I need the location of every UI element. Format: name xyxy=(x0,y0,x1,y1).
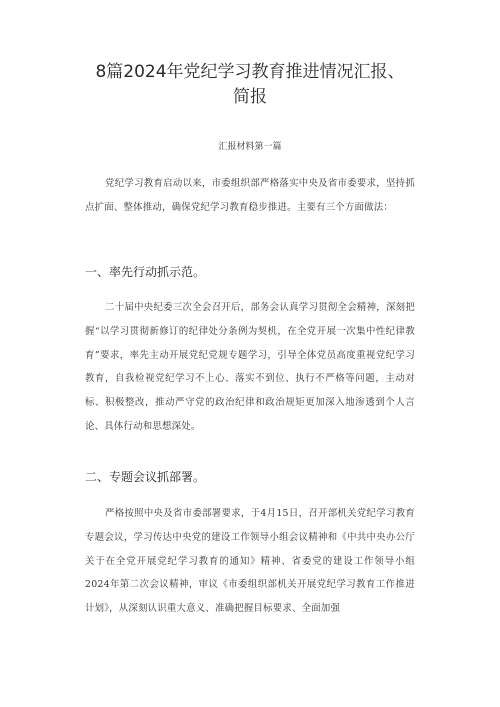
section-paragraph-1: 二十届中央纪委三次全会召开后，部务会认真学习贯彻全会精神，深刻把握“以学习贯彻新修订的纪律处分条例为契机，在全党开展一次集中性纪律教育”要求，率先主动开展党纪党规专题学习，引导全体党员高度重视党纪学习教育，自我检视党纪学习不上心、落实不到位、执行不严格等问题，主动对标、积极整改，推动严守党的政治纪律和政治规矩更加深入地渗透到个人言论、具体行动和思想深处。 xyxy=(85,302,415,432)
title-line-2: 简报 xyxy=(233,87,267,107)
intro-paragraph: 党纪学习教育启动以来，市委组织部严格落实中央及省市委要求，坚持抓点扩面、整体推动，确保党纪学习教育稳步推进。主要有三个方面做法： xyxy=(85,178,415,213)
document-subtitle: 汇报材料第一篇 xyxy=(218,142,282,152)
title-line-1: 8篇2024年党纪学习教育推进情况汇报、 xyxy=(95,62,405,82)
document-title xyxy=(60,60,440,110)
section-heading-1: 一、率先行动抓示范。 xyxy=(85,265,206,279)
section-heading-2: 二、专题会议抓部署。 xyxy=(85,470,206,484)
section-paragraph-2: 严格按照中央及省市委部署要求，于4月15日，召开部机关党纪学习教育专题会议，学习传达中央党的建设工作领导小组会议精神和《中共中央办公厅关于在全党开展党纪学习教育的通知》精神、省委党的建设工作领导小组2024年第二次会议精神，审议《市委组织部机关开展党纪学习教育工作推进计划》，从深刻认识重大意义、准确把握目标要求、全面加强 xyxy=(85,508,415,615)
